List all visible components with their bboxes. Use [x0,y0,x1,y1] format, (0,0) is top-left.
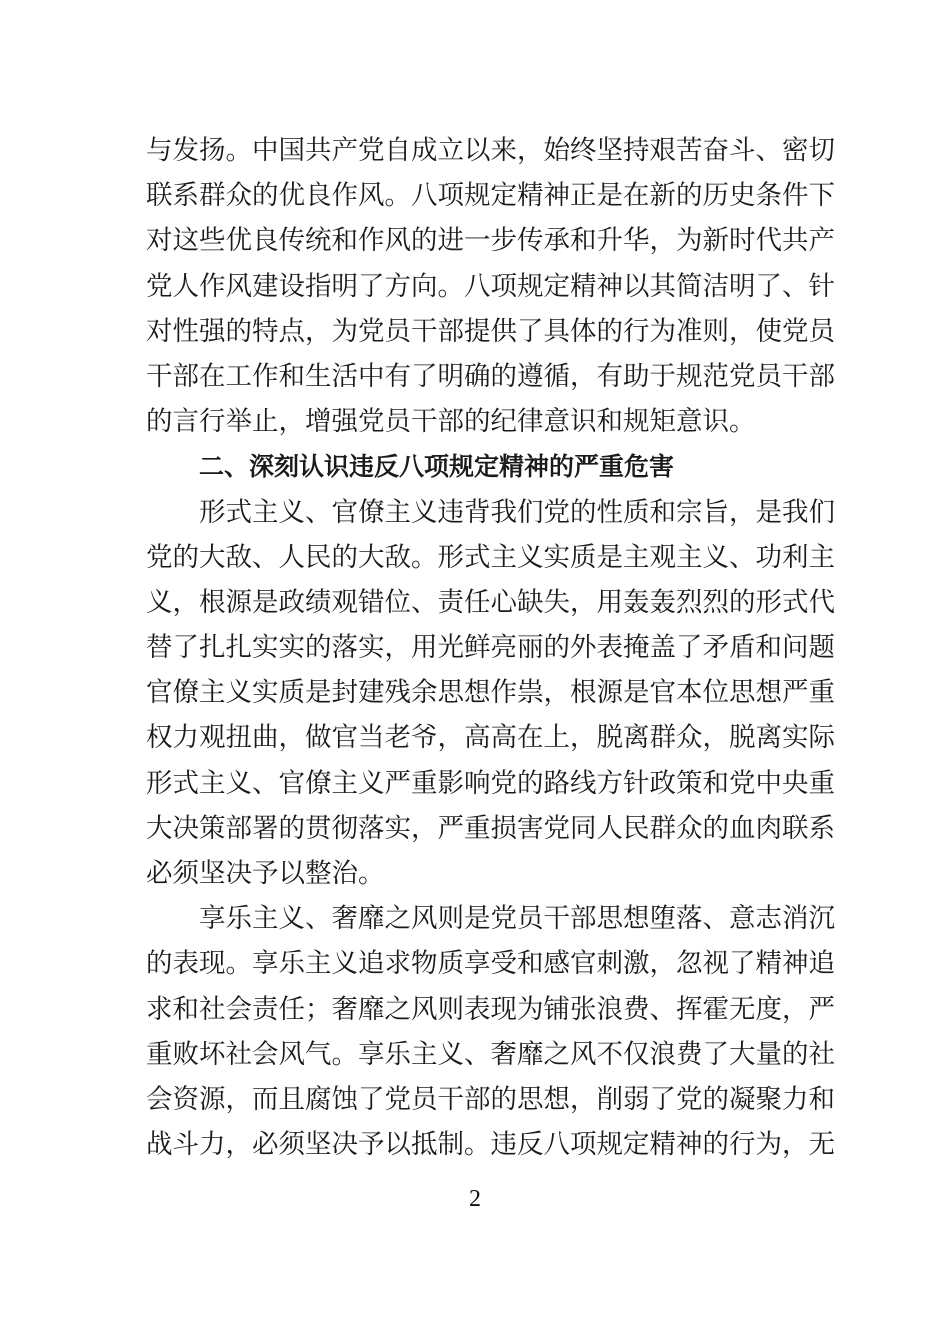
text-line: 求和社会责任；奢靡之风则表现为铺张浪费、挥霍无度，严 [146,993,835,1025]
text-line: 义，根源是政绩观错位、责任心缺失，用轰轰烈烈的形式代 [146,586,835,618]
page-number: 2 [469,1186,481,1212]
text-line: 干部在工作和生活中有了明确的遵循，有助于规范党员干部 [146,360,835,392]
text-line: 战斗力，必须坚决予以抵制。违反八项规定精神的行为，无 [146,1129,835,1161]
text-line: 享乐主义、奢靡之风则是党员干部思想堕落、意志消沉 [199,903,835,935]
text-line: 联系群众的优良作风。八项规定精神正是在新的历史条件下 [146,180,835,212]
text-line: 的表现。享乐主义追求物质享受和感官刺激，忽视了精神追 [146,948,835,980]
text-line: 党人作风建设指明了方向。八项规定精神以其简洁明了、针 [146,270,835,302]
text-line: 形式主义、官僚主义严重影响党的路线方针政策和党中央重 [146,767,835,799]
section-heading: 二、深刻认识违反八项规定精神的严重危害 [199,452,675,482]
text-line: 对这些优良传统和作风的进一步传承和升华，为新时代共产 [146,225,835,257]
text-line: 对性强的特点，为党员干部提供了具体的行为准则，使党员 [146,315,835,347]
document-body [146,128,835,1167]
text-line: 会资源，而且腐蚀了党员干部的思想，削弱了党的凝聚力和 [146,1083,835,1115]
text-line: 形式主义、官僚主义违背我们党的性质和宗旨，是我们 [199,496,835,528]
text-line: 官僚主义实质是封建残余思想作祟，根源是官本位思想严重 [146,677,835,709]
text-line: 党的大敌、人民的大敌。形式主义实质是主观主义、功利主 [146,541,835,573]
text-line: 大决策部署的贯彻落实，严重损害党同人民群众的血肉联系 [146,812,835,844]
text-line: 必须坚决予以整治。 [146,858,385,889]
text-line: 与发扬。中国共产党自成立以来，始终坚持艰苦奋斗、密切 [146,135,835,166]
text-line: 重败坏社会风气。享乐主义、奢靡之风不仅浪费了大量的社 [146,1038,835,1070]
text-line: 的言行举止，增强党员干部的纪律意识和规矩意识。 [146,406,756,438]
text-line: 权力观扭曲，做官当老爷，高高在上，脱离群众，脱离实际 [146,722,835,754]
text-line: 替了扎扎实实的落实，用光鲜亮丽的外表掩盖了矛盾和问题 [146,632,835,664]
